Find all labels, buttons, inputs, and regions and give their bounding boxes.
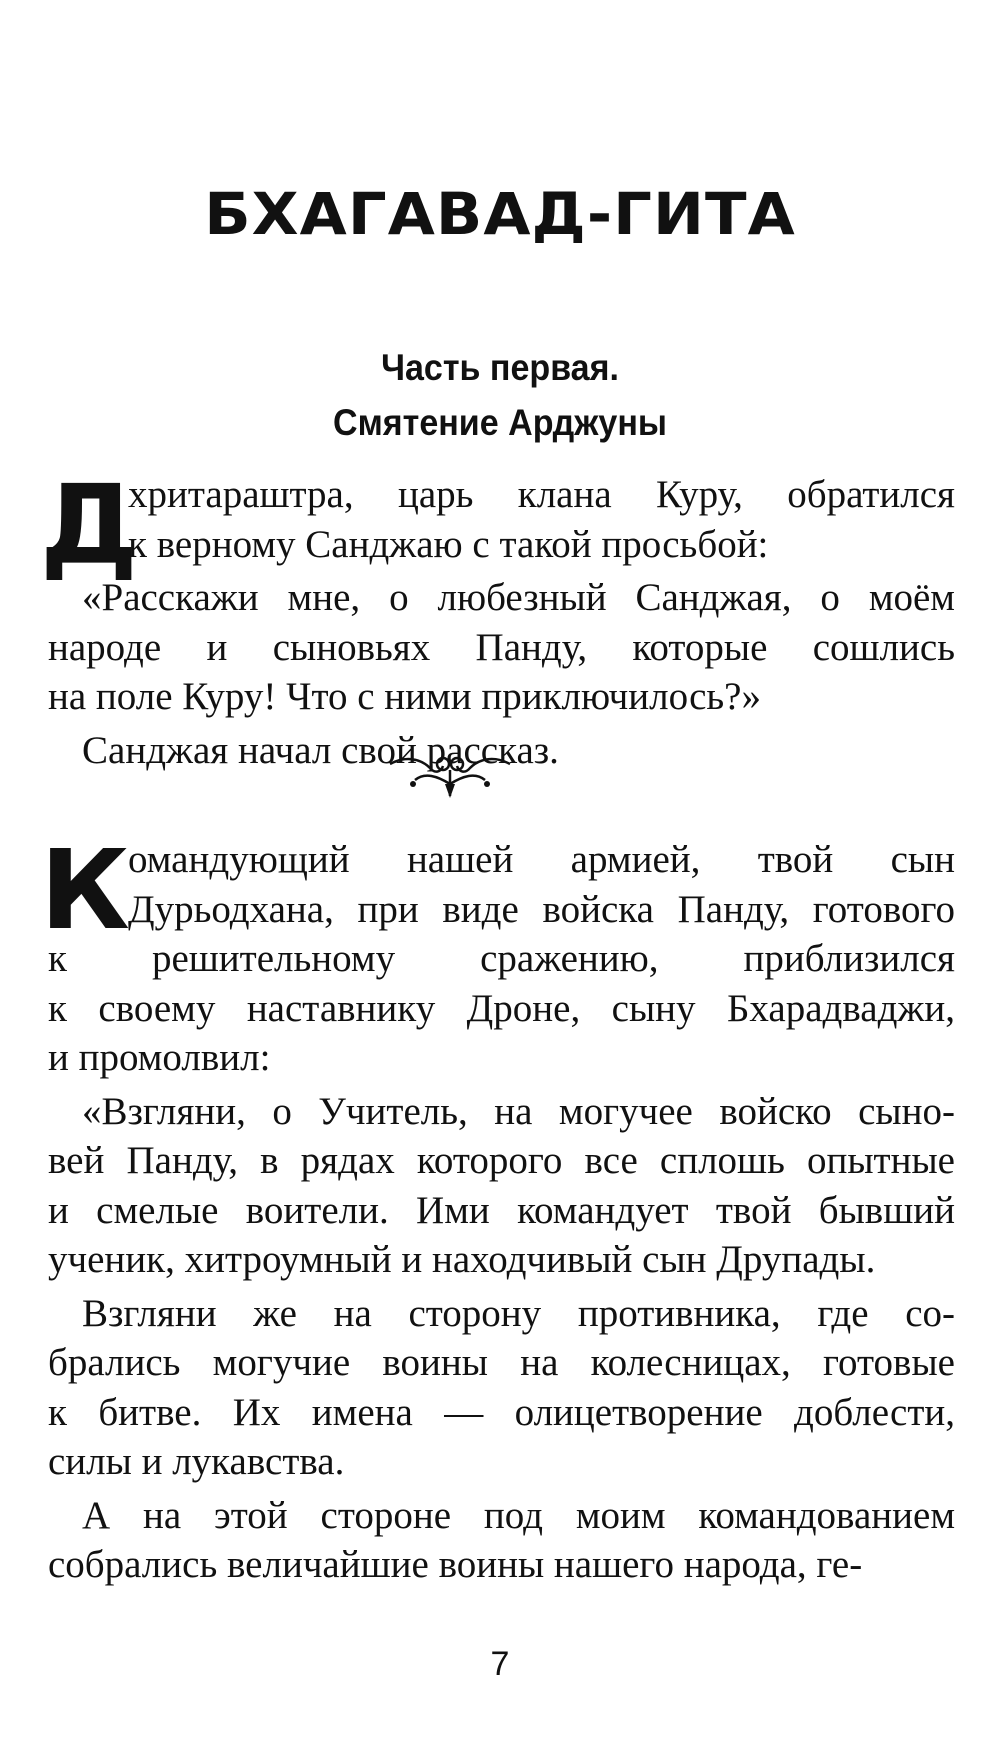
paragraph: [48, 1289, 955, 1487]
text-line: народе и сыновьях Панду, которые сошлись: [48, 625, 955, 669]
text-line: вей Панду, в рядах которого все сплошь опытные: [48, 1139, 955, 1182]
text-line: Дурьодхана, при виде войска Панду, готового: [128, 887, 955, 931]
section-main: [40, 826, 955, 1594]
chapter-heading: [0, 340, 1000, 450]
drop-cap: К: [40, 826, 130, 954]
text-line: хритараштра, царь клана Куру, обратился: [128, 473, 955, 516]
text-line: и смелые воители. Ими командует твой бывший: [48, 1188, 955, 1232]
text-line: к верному Санджаю с такой просьбой:: [128, 522, 769, 566]
text-line: силы и лукавства.: [48, 1440, 345, 1483]
text-line: собрались величайшие воины нашего народа, ге-: [48, 1543, 863, 1586]
paragraph: [48, 1087, 955, 1285]
text-line: Взгляни же на сторону противника, где со-: [82, 1291, 955, 1335]
text-line: Санджая начал свой рассказ.: [82, 728, 559, 772]
ornament-divider-icon: [385, 750, 515, 800]
section-intro: [40, 461, 955, 779]
text-line: омандующий нашей армией, твой сын: [128, 838, 955, 881]
text-line: и промолвил:: [48, 1036, 271, 1079]
paragraph: [48, 1491, 955, 1590]
paragraph: [48, 470, 955, 569]
text-line: ученик, хитроумный и находчивый сын Друпады.: [48, 1238, 876, 1281]
text-line: «Расскажи мне, о любезный Санджая, о моём: [82, 576, 955, 619]
text-line: «Взгляни, о Учитель, на могучее войско сыно-: [82, 1089, 955, 1133]
page-number: 7: [490, 1645, 510, 1683]
text-line: А на этой стороне под моим командованием: [82, 1493, 955, 1537]
text-line: к битве. Их имена — олицетворение доблести,: [48, 1390, 955, 1434]
chapter-heading-line: Смятение Арджуны: [333, 402, 667, 443]
text-line: брались могучие воины на колесницах, готовые: [48, 1341, 955, 1384]
text-line: на поле Куру! Что с ними приключилось?»: [48, 675, 761, 718]
text-line: к решительному сражению, приблизился: [48, 937, 955, 980]
paragraph: [48, 573, 955, 722]
chapter-heading-line: Часть первая.: [381, 347, 619, 388]
drop-cap: Д: [40, 461, 138, 589]
text-line: к своему наставнику Дроне, сыну Бхарадваджи,: [48, 986, 955, 1030]
book-title: БХАГАВАД-ГИТА: [204, 180, 796, 248]
paragraph: [48, 835, 955, 1083]
